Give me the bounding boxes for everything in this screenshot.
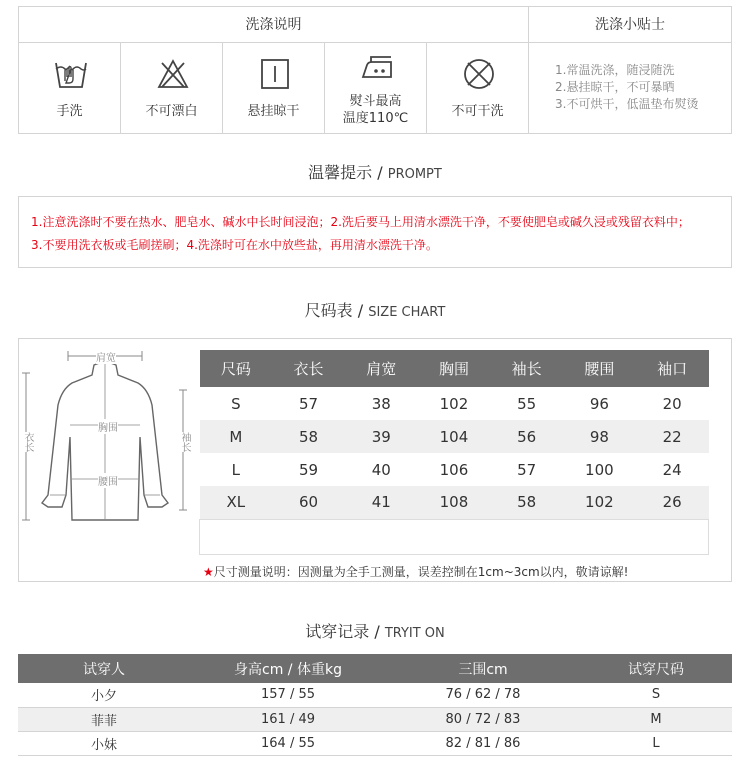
care-item-hand-wash: [19, 43, 121, 133]
size-cell: 39: [345, 420, 418, 453]
size-header-cell: 衣长: [272, 350, 345, 387]
diagram-label-waist: 腰围: [98, 473, 118, 488]
table-row: [200, 387, 709, 420]
shirt-diagram: [20, 345, 195, 525]
size-cell: 102: [439, 394, 469, 413]
prompt-title-en: PROMPT: [387, 167, 442, 182]
size-cell: 58: [490, 486, 563, 519]
try-header-cell: 三围cm: [386, 654, 580, 683]
size-cell: L: [231, 460, 241, 479]
size-cell: 98: [563, 420, 636, 453]
prompt-line: 1.注意洗涤时不要在热水、肥皂水、碱水中长时间浸泡；2.洗后要马上用清水漂洗干净，不要使肥皂或碱久浸或残留衣料中；: [31, 215, 690, 229]
size-header-cell: 尺码: [200, 350, 273, 387]
try-cell: 82 / 81 / 86: [386, 731, 580, 755]
care-label: 熨斗最高: [349, 94, 402, 109]
try-cell: 80 / 72 / 83: [386, 707, 580, 731]
table-row: [18, 731, 732, 755]
care-label: 悬挂晾干: [247, 104, 300, 119]
size-header-cell: 肩宽: [345, 350, 418, 387]
care-tip: 1.常温洗涤，随浸随洗: [555, 63, 675, 77]
size-chart-title-cn: 尺码表 /: [304, 301, 369, 320]
care-instructions-table: [18, 6, 732, 134]
try-cell: M: [580, 707, 732, 731]
size-cell: 96: [589, 394, 609, 413]
table-row-empty: [200, 519, 709, 554]
care-tip: 2.悬挂晾干，不可暴晒: [555, 80, 675, 94]
care-label: 手洗: [56, 104, 83, 119]
try-on-table: [18, 654, 732, 756]
prompt-title: [0, 160, 750, 183]
care-label: 不可漂白: [145, 104, 198, 119]
size-cell: 104: [418, 420, 491, 453]
size-table-header: [200, 350, 709, 387]
size-chart-title-en: SIZE CHART: [368, 305, 446, 320]
size-header-cell: 腰围: [563, 350, 636, 387]
try-cell: 161 / 49: [190, 707, 386, 731]
size-cell: 102: [563, 486, 636, 519]
hang-dry-icon: [257, 57, 293, 91]
try-header-cell: 试穿人: [18, 654, 190, 683]
prompt-box: [18, 196, 732, 268]
try-cell: 157 / 55: [190, 683, 386, 707]
table-row: [200, 486, 709, 519]
size-header-cell: 胸围: [418, 350, 491, 387]
size-cell: 41: [345, 486, 418, 519]
try-header-cell: 身高cm / 体重kg: [190, 654, 386, 683]
star-icon: ★: [203, 565, 214, 579]
prompt-title-cn: 温馨提示 /: [308, 163, 388, 182]
size-cell: 106: [439, 460, 469, 479]
size-chart-title: [0, 298, 750, 321]
size-cell: 38: [371, 394, 391, 413]
size-cell: 108: [418, 486, 491, 519]
size-cell: 40: [371, 460, 391, 479]
size-cell: 100: [585, 460, 614, 479]
try-on-title: [0, 619, 750, 642]
size-note: [203, 563, 628, 580]
try-cell: L: [580, 731, 732, 755]
size-note-text: 尺寸测量说明：因测量为全手工测量，误差控制在1cm~3cm以内，敬请谅解!: [213, 565, 629, 579]
care-item-hang-dry: [223, 43, 325, 133]
size-cell: 57: [299, 394, 319, 413]
size-header-cell: 袖长: [490, 350, 563, 387]
try-cell: 164 / 55: [190, 731, 386, 755]
size-header-cell: 袖口: [636, 350, 709, 387]
size-cell: 22: [636, 420, 709, 453]
try-cell: 76 / 62 / 78: [386, 683, 580, 707]
size-cell: M: [200, 420, 273, 453]
try-header-cell: 试穿尺码: [580, 654, 732, 683]
size-cell: 55: [517, 394, 537, 413]
table-row: [18, 707, 732, 731]
care-item-no-dry-clean: [427, 43, 529, 133]
size-cell: 57: [517, 460, 537, 479]
size-cell: 56: [490, 420, 563, 453]
care-tip: 3.不可烘干，低温垫布熨烫: [555, 97, 699, 111]
diagram-label-sleeve: 袖长: [179, 432, 190, 452]
try-cell: 小夕: [18, 683, 190, 707]
try-cell: 菲菲: [18, 707, 190, 731]
care-label-line2: 温度110℃: [342, 111, 409, 126]
care-item-iron: [325, 43, 427, 133]
size-cell: XL: [200, 486, 273, 519]
empty-cell: [200, 519, 709, 554]
size-cell: 20: [662, 394, 682, 413]
table-row: [18, 683, 732, 707]
size-cell: 26: [636, 486, 709, 519]
prompt-line: 3.不要用洗衣板或毛刷搓刷；4.洗涤时可在水中放些盐，再用清水漂洗干净。: [31, 238, 438, 252]
size-cell: S: [231, 394, 241, 413]
try-on-title-en: TRYIT ON: [384, 626, 445, 641]
no-dry-clean-icon: [461, 57, 497, 91]
size-cell: 59: [299, 460, 319, 479]
try-on-header: [18, 654, 732, 683]
table-row: [200, 453, 709, 486]
size-cell: 24: [662, 460, 682, 479]
try-on-title-cn: 试穿记录 /: [305, 622, 385, 641]
size-cell: 60: [272, 486, 345, 519]
diagram-label-shoulder: 肩宽: [96, 349, 116, 364]
care-title: 洗涤说明: [19, 7, 529, 43]
size-cell: 58: [272, 420, 345, 453]
no-bleach-icon: [155, 57, 191, 91]
care-label: 不可干洗: [451, 104, 504, 119]
try-cell: 小妹: [18, 731, 190, 755]
diagram-label-chest: 胸围: [98, 419, 118, 434]
diagram-label-length: 衣长: [22, 432, 33, 452]
try-cell: S: [580, 683, 732, 707]
hand-wash-icon: [53, 57, 89, 91]
care-tips: [555, 62, 698, 113]
size-table: [199, 350, 709, 555]
care-item-no-bleach: [121, 43, 223, 133]
table-row: [200, 420, 709, 453]
iron-110-icon: [359, 51, 395, 85]
care-tips-title: 洗涤小贴士: [529, 7, 731, 43]
